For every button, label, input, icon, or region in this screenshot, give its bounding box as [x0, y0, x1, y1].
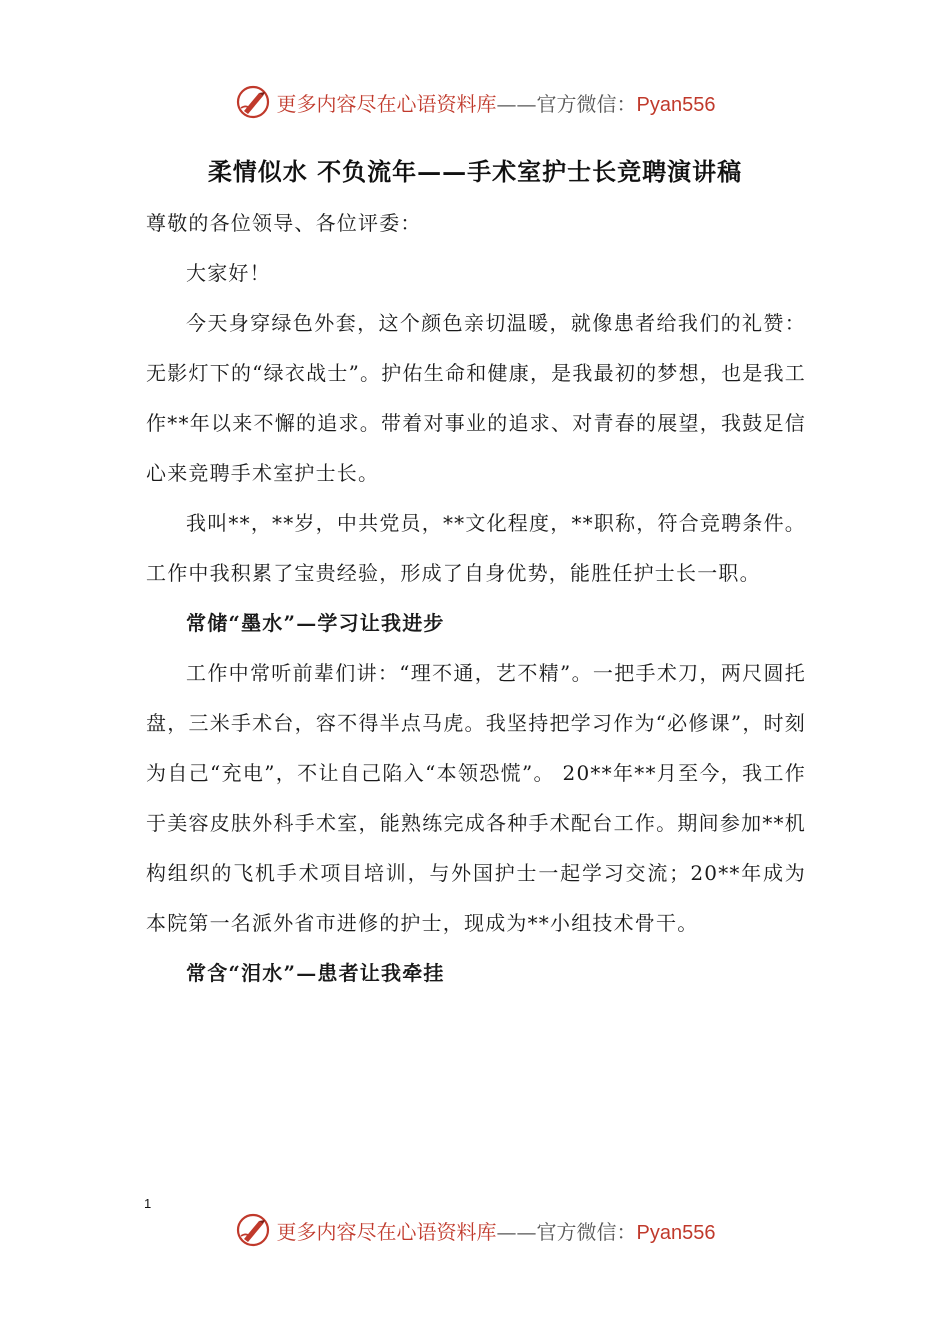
header-banner	[0, 80, 950, 124]
paragraph-study: 工作中常听前辈们讲：“理不通，艺不精”。一把手术刀，两尺圆托盘，三米手术台，容不得半点马虎。我坚持把学习作为“必修课”，时刻为自己“充电”，不让自己陷入“本领恐慌”。 20**年**月至今，我工作于美容皮肤外科手术室，能熟练完成各种手术配台工作。期间参加**机构组织的飞机手术项目培训，与外国护士一起学习交流；20**年成为本院第一名派外省市进修的护士，现成为**小组技术骨干。	[146, 661, 806, 935]
banner-wechat-id: Pyan556	[636, 1221, 716, 1244]
banner-wechat-label: 官方微信：	[536, 1219, 637, 1244]
section-heading-patients: 常含“泪水”—患者让我牵挂	[186, 961, 445, 985]
banner-library-text: 更多内容尽在心语资料库	[276, 91, 497, 116]
document-body	[146, 198, 806, 998]
banner-dash: ——	[496, 91, 537, 116]
banner-text	[277, 1216, 716, 1245]
paragraph-self-intro: 我叫**，**岁，中共党员，**文化程度，**职称，符合竞聘条件。工作中我积累了宝贵经验，形成了自身优势，能胜任护士长一职。	[146, 511, 806, 585]
document-title: 柔情似水 不负流年——手术室护士长竞聘演讲稿	[207, 157, 743, 186]
salutation: 尊敬的各位领导、各位评委：	[146, 211, 422, 235]
pen-nib-circle-icon	[235, 1212, 271, 1248]
footer-banner	[0, 1208, 950, 1252]
page-number: 1	[144, 1196, 152, 1211]
banner-wechat-id: Pyan556	[636, 93, 716, 116]
paragraph-greeting: 大家好！	[186, 261, 271, 285]
banner-text	[277, 88, 716, 117]
paragraph-intro: 今天身穿绿色外套，这个颜色亲切温暖，就像患者给我们的礼赞：无影灯下的“绿衣战士”。护佑生命和健康，是我最初的梦想，也是我工作**年以来不懈的追求。带着对事业的追求、对青春的展望，我鼓足信心来竞聘手术室护士长。	[146, 311, 806, 485]
banner-dash: ——	[496, 1219, 537, 1244]
banner-wechat-label: 官方微信：	[536, 91, 637, 116]
banner-library-text: 更多内容尽在心语资料库	[276, 1219, 497, 1244]
section-heading-study: 常储“墨水”—学习让我进步	[186, 611, 445, 635]
pen-nib-circle-icon	[235, 84, 271, 120]
